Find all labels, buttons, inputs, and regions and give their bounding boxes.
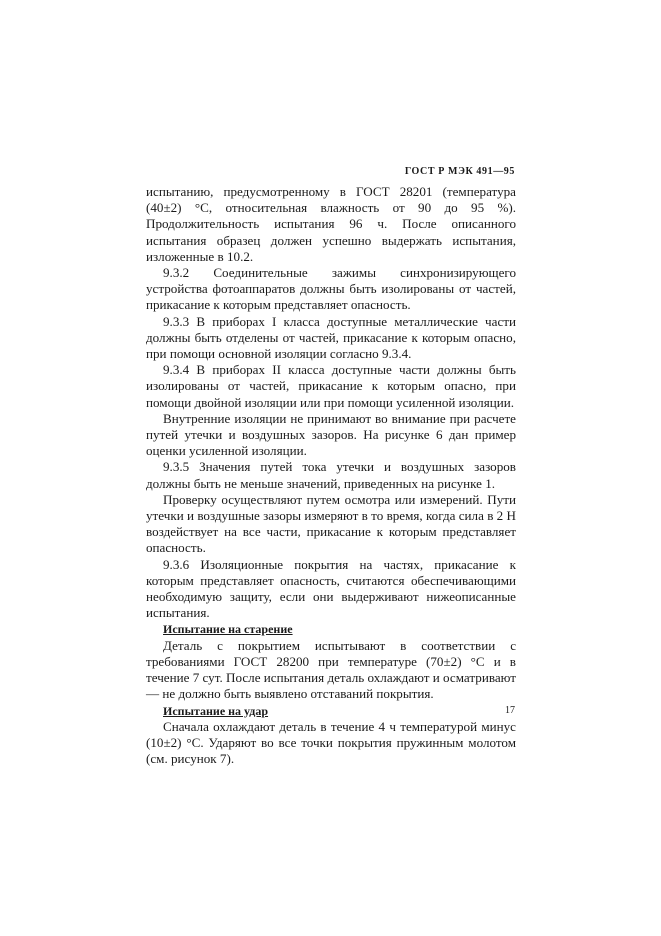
document-body bbox=[146, 184, 516, 767]
paragraph-internal-insulation: Внутренние изоляции не принимают во внимание при расчете путей утечки и воздушных зазоров. На рисунке 6 дан пример оценки усиленной изоляции. bbox=[146, 410, 516, 459]
document-code-header: ГОСТ Р МЭК 491—95 bbox=[404, 166, 515, 177]
subheading-aging-test: Испытание на старение bbox=[163, 622, 293, 637]
paragraph-verification: Проверку осуществляют путем осмотра или измерений. Пути утечки и воздушные зазоры измеряют в то время, когда сила в 2 Н воздействует на все части, прикасание к которым представляет опасность. bbox=[146, 491, 516, 556]
paragraph-9-3-5: 9.3.5 Значения путей тока утечки и воздушных зазоров должны быть не меньше значений, приведенных на рисунке 1. bbox=[146, 459, 516, 491]
paragraph-9-3-3: 9.3.3 В приборах I класса доступные металлические части должны быть отделены от частей, прикасание к которым опасно, при помощи основной изоляции согласно 9.3.4. bbox=[146, 313, 516, 362]
paragraph-9-3-2: 9.3.2 Соединительные зажимы синхронизирующего устройства фотоаппаратов должны быть изолированы от частей, прикасание к которым представляет опасность. bbox=[146, 265, 516, 313]
paragraph-continuation: испытанию, предусмотренному в ГОСТ 28201 (температура (40±2) °С, относительная влажность от 90 до 95 %). Продолжительность испытания 96 ч. После описанного испытания образец должен успешно выдержать испытания, изложенные в 10.2. bbox=[146, 184, 516, 264]
paragraph-9-3-6: 9.3.6 Изоляционные покрытия на частях, прикасание к которым представляет опасность, считаются обеспечивающими необходимую защиту, если они выдерживают нижеописанные испытания. bbox=[146, 556, 516, 621]
paragraph-aging-test: Деталь с покрытием испытывают в соответствии с требованиями ГОСТ 28200 при температуре (70±2) °С и в течение 7 сут. После испытания деталь охлаждают и осматривают — не должно быть выявлено отставаний покрытия. bbox=[146, 637, 516, 702]
paragraph-impact-test: Сначала охлаждают деталь в течение 4 ч температурой минус (10±2) °С. Ударяют во все точки покрытия пружинным молотом (см. рисунок 7). bbox=[146, 718, 516, 767]
page-number: 17 bbox=[505, 705, 515, 716]
subheading-impact-test: Испытание на удар bbox=[163, 703, 269, 718]
paragraph-9-3-4: 9.3.4 В приборах II класса доступные части должны быть изолированы от частей, прикасание к которым опасно, при помощи двойной изоляции или при помощи усиленной изоляции. bbox=[146, 362, 516, 410]
